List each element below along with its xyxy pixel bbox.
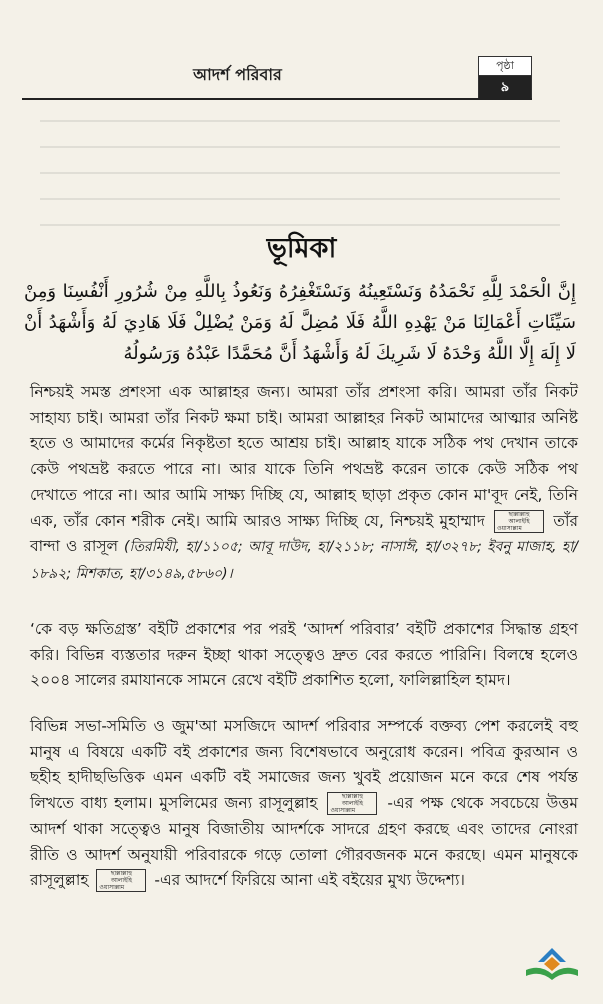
- page-number: ৯: [479, 76, 531, 99]
- paragraph-3-part-3: -এর আদর্শে ফিরিয়ে আনা এই বইয়ের মুখ্য উদ্দেশ্য।: [154, 871, 465, 890]
- paragraph-1-text-after: তাঁর বান্দা ও রাসূল: [30, 511, 578, 556]
- paragraph-2: ‘কে বড় ক্ষতিগ্রস্ত’ বইটি প্রকাশের পর পরই ‘আদর্শ পরিবার’ বইটি প্রকাশের সিদ্ধান্ত গ্রহণ করি। বিভিন্ন ব্যস্ততার দরুন ইচ্ছা থাকা সত্ত্বেও দ্রুত বের করতে পারিনি। বিলম্বে হলেও ২০০৪ সালের রমাযানকে সামনে রেখে বইটি প্রকাশিত হলো, ফালিল্লাহিল হামদ।: [30, 620, 578, 690]
- running-header-title: আদর্শ পরিবার: [193, 65, 282, 84]
- paragraph-3: [30, 714, 578, 894]
- hadith-reference: (তিরমিযী, হা/১১০৫; আবূ দাউদ, হা/২১১৮; নাসাঈ, হা/৩২৭৮; ইবনু মাজাহ, হা/১৮৯২; মিশকাত, হা/৩১৪৯,৫৮৬০)।: [30, 539, 578, 582]
- header-rule: [22, 98, 532, 100]
- page-number-box: [478, 56, 532, 100]
- paragraph-1-text: নিশ্চয়ই সমস্ত প্রশংসা এক আল্লাহর জন্য। আমরা তাঁর প্রশংসা করি। আমরা তাঁর নিকট সাহায্য চাই। আমরা তাঁর নিকট ক্ষমা চাই। আমরা আল্লাহর নিকট আমাদের আত্মার অনিষ্ট হতে ও আমাদের কর্মের নিকৃষ্টতা হতে আশ্রয় চাই। আল্লাহ যাকে সঠিক পথ দেখান তাকে কেউ পথভ্রষ্ট করতে পারে না। আর যাকে তিনি পথভ্রষ্ট করেন তাকে কেউ সঠিক পথ দেখাতে পারে না। আর আমি সাক্ষ্য দিচ্ছি যে, আল্লাহ ছাড়া প্রকৃত কোন মা'বূদ নেই, তিনি এক, তাঁর কোন শরীক নেই। আমি আরও সাক্ষ্য দিচ্ছি যে, নিশ্চয়ই মুহাম্মাদ: [30, 383, 578, 530]
- paragraph-1: [30, 380, 578, 588]
- section-heading: ভূমিকা: [266, 233, 337, 264]
- page-label: পৃষ্ঠা: [479, 57, 531, 76]
- publisher-logo-icon: [522, 946, 582, 984]
- saw-badge: ছাল্লাল্লাহু আলাইহি ওয়াসাল্লাম: [494, 510, 544, 533]
- paragraph-3-part-1: বিভিন্ন সভা-সমিতি ও জুম'আ মসজিদে আদর্শ পরিবার সম্পর্কে বক্তব্য পেশ করলেই বহু মানুষ এ বিষয়ে একটি বই প্রকাশের জন্য বিশেষভাবে অনুরোধ করেন। পবিত্র কুরআন ও ছহীহ হাদীছভিত্তিক এমন একটি বই সমাজের জন্য খুবই প্রয়োজন মনে করে শেষ পর্যন্ত লিখতে বাধ্য হলাম। মুসলিমের জন্য রাসূলুল্লাহ: [30, 717, 578, 813]
- arabic-khutbah: إِنَّ الْحَمْدَ لِلَّهِ نَحْمَدُهُ وَنَسْتَعِينُهُ وَنَسْتَغْفِرُهُ وَنَعُوذُ بِاللَّهِ مِنْ شُرُورِ أَنْفُسِنَا وَمِنْ سَيِّئَاتِ أَعْمَالِنَا مَنْ يَهْدِهِ اللَّهُ فَلَا مُضِلَّ لَهُ وَمَنْ يُضْلِلْ فَلَا هَادِيَ لَهُ وَأَشْهَدُ أَنْ لَا إِلَهَ إِلَّا اللَّهُ وَحْدَهُ لَا شَرِيكَ لَهُ وَأَشْهَدُ أَنَّ مُحَمَّدًا عَبْدُهُ وَرَسُولُهُ: [24, 281, 576, 364]
- bleed-through-shading: [40, 120, 560, 230]
- paragraph-3-part-2: -এর পক্ষ থেকে সবচেয়ে উত্তম আদর্শ থাকা সত্ত্বেও মানুষ বিজাতীয় আদর্শকে সাদরে গ্রহণ করছে এবং তাদের নোংরা রীতি ও আদর্শ অনুযায়ী পরিবারকে গড়ে তোলা গৌরবজনক মনে করছে। এমন মানুষকে রাসূলুল্লাহ: [30, 794, 578, 890]
- saw-badge: ছাল্লাল্লাহু আলাইহি ওয়াসাল্লাম: [327, 792, 377, 815]
- saw-badge: ছাল্লাল্লাহু আলাইহি ওয়াসাল্লাম: [96, 869, 146, 892]
